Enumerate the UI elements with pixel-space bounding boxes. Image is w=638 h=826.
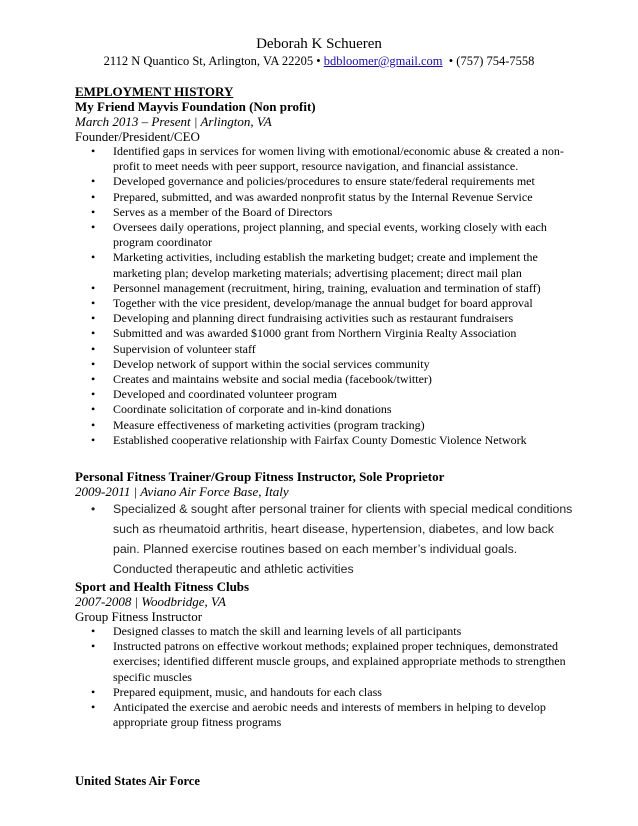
resume-name: Deborah K Schueren	[256, 36, 382, 52]
bullet-item: • Developed and coordinated volunteer program	[75, 387, 575, 402]
bullet-item: • Developing and planning direct fundraising activities such as restaurant fundraisers	[75, 311, 575, 326]
bullet-item: • Submitted and was awarded $1000 grant from Northern Virginia Realty Association	[75, 326, 575, 341]
job-role: Group Fitness Instructor	[75, 609, 203, 624]
bullet-item: • Established cooperative relationship with Fairfax County Domestic Violence Network	[75, 433, 575, 448]
bullet-item: • Identified gaps in services for women living with emotional/economic abuse & created a non-profit to meet needs with peer support, resource navigation, and financial assistance.	[75, 144, 575, 174]
email-link[interactable]: bdbloomer@gmail.com	[323, 54, 443, 68]
job-section	[75, 469, 575, 579]
job-bullets	[75, 144, 575, 448]
bullet-item: • Personnel management (recruitment, hiring, training, evaluation and termination of staff)	[75, 281, 575, 296]
bullet-item: • Prepared equipment, music, and handouts for each class	[75, 685, 575, 700]
bullet-item: • Coordinate solicitation of corporate and in-kind donations	[75, 402, 575, 417]
separator: •	[448, 54, 454, 68]
job-bullets	[75, 624, 575, 730]
job-organization: Sport and Health Fitness Clubs	[75, 579, 250, 594]
bullet-item: • Specialized & sought after personal trainer for clients with special medical conditions such as rheumatoid arthritis, heart disease, hypertension, diabetes, and low back pain. Planned exercise routines based on each member’s individual goals. Conducted therapeutic and athletic activities	[75, 499, 575, 579]
bullet-item: • Marketing activities, including establish the marketing budget; create and implement the marketing plan; develop marketing materials; advertising placement; direct mail plan	[75, 250, 575, 280]
job-dates: 2009-2011 | Aviano Air Force Base, Italy	[75, 484, 289, 499]
bullet-item: • Measure effectiveness of marketing activities (program tracking)	[75, 418, 575, 433]
job-section	[75, 84, 575, 448]
address: 2112 N Quantico St, Arlington, VA 22205	[103, 54, 314, 68]
section-title: EMPLOYMENT HISTORY	[75, 84, 234, 99]
contact-line	[0, 54, 638, 69]
phone: (757) 754-7558	[456, 54, 535, 68]
bullet-item: • Develop network of support within the social services community	[75, 357, 575, 372]
bullet-item: • Serves as a member of the Board of Directors	[75, 205, 575, 220]
job-organization: United States Air Force	[75, 774, 200, 788]
job-dates: March 2013 – Present | Arlington, VA	[75, 114, 272, 129]
job-organization: Personal Fitness Trainer/Group Fitness Instructor, Sole Proprietor	[75, 469, 445, 484]
job-role: Founder/President/CEO	[75, 129, 200, 144]
bullet-item: • Instructed patrons on effective workout methods; explained proper techniques, demonstrated exercises; identified different muscle groups, and explained appropriate methods to strengthen specific muscles	[75, 639, 575, 685]
job-bullets	[75, 499, 575, 579]
job-organization: My Friend Mayvis Foundation (Non profit)	[75, 99, 316, 114]
bullet-item: • Anticipated the exercise and aerobic needs and interests of members in helping to develop appropriate group fitness programs	[75, 700, 575, 730]
bullet-item: • Supervision of volunteer staff	[75, 342, 575, 357]
bullet-item: • Oversees daily operations, project planning, and special events, working closely with each program coordinator	[75, 220, 575, 250]
job-dates: 2007-2008 | Woodbridge, VA	[75, 594, 226, 609]
bullet-item: • Prepared, submitted, and was awarded nonprofit status by the Internal Revenue Service	[75, 190, 575, 205]
bullet-item: • Creates and maintains website and social media (facebook/twitter)	[75, 372, 575, 387]
bullet-item: • Designed classes to match the skill and learning levels of all participants	[75, 624, 575, 639]
job-section	[75, 579, 575, 730]
separator: •	[316, 54, 321, 68]
bullet-item: • Developed governance and policies/procedures to ensure state/federal requirements met	[75, 174, 575, 189]
bullet-item: • Together with the vice president, develop/manage the annual budget for board approval	[75, 296, 575, 311]
